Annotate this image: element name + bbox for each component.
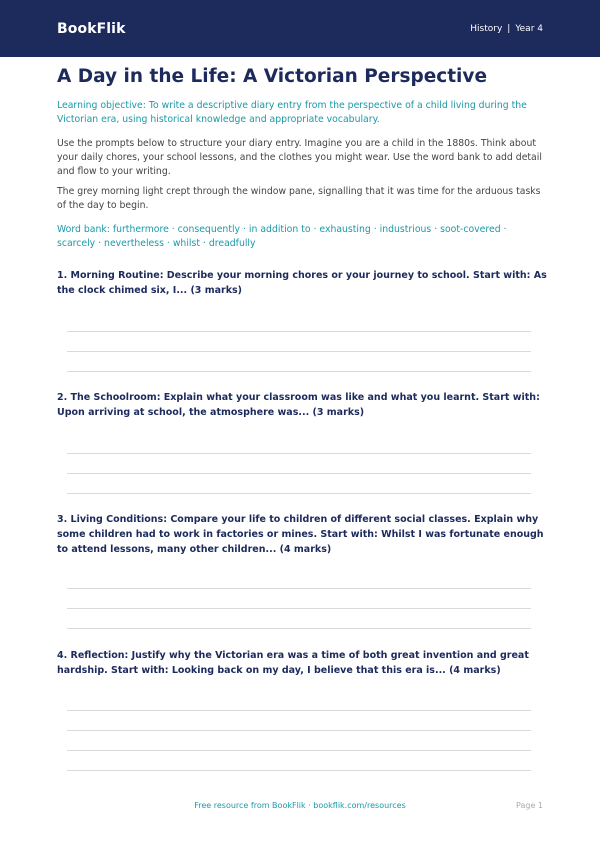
answer-line[interactable] [67, 371, 531, 372]
answer-line[interactable] [67, 770, 531, 771]
question-4: 4. Reflection: Justify why the Victorian era was a time of both great invention and great hardship. Start with: Looking back on my day, I believe that this era is... (4 marks) [57, 650, 529, 676]
page-number: Page 1 [516, 801, 543, 810]
answer-line[interactable] [67, 351, 531, 352]
answer-line[interactable] [67, 710, 531, 711]
opening-sentence: The grey morning light crept through the window pane, signalling that it was time for the arduous tasks of the day to begin. [57, 186, 541, 211]
page-header [0, 0, 600, 57]
subject-label [470, 24, 543, 34]
instructions: Use the prompts below to structure your diary entry. Imagine you are a child in the 1880s. Think about your daily chores, your school lessons, and the clothes you might wear. Use the word bank to add detail and flow to your writing. [57, 138, 542, 177]
year-label: Year 4 [515, 23, 543, 34]
answer-line[interactable] [67, 730, 531, 731]
question-2: 2. The Schoolroom: Explain what your classroom was like and what you learnt. Start with: Upon arriving at school, the atmosphere was... (3 marks) [57, 392, 540, 418]
subject-separator: | [507, 23, 511, 34]
footer-text[interactable]: Free resource from BookFlik · bookflik.com/resources [194, 801, 406, 810]
brand-logo[interactable]: BookFlik [57, 20, 126, 37]
answer-line[interactable] [67, 608, 531, 609]
answer-line[interactable] [67, 331, 531, 332]
answer-line[interactable] [67, 628, 531, 629]
question-1: 1. Morning Routine: Describe your morning chores or your journey to school. Start with: As the clock chimed six, I... (3 marks) [57, 270, 547, 296]
answer-line[interactable] [67, 750, 531, 751]
answer-line[interactable] [67, 473, 531, 474]
page-title: A Day in the Life: A Victorian Perspective [57, 66, 488, 87]
subject-name: History [470, 23, 503, 34]
answer-line[interactable] [67, 493, 531, 494]
answer-line[interactable] [67, 588, 531, 589]
learning-objective: Learning objective: To write a descriptive diary entry from the perspective of a child living during the Victorian era, using historical knowledge and appropriate vocabulary. [57, 100, 527, 125]
question-3: 3. Living Conditions: Compare your life to children of different social classes. Explain why some children had to work in factories or mines. Start with: Whilst I was fortunate enough to attend lessons, many other children... (4 marks) [57, 514, 544, 555]
word-bank: Word bank: furthermore · consequently · in addition to · exhausting · industrious · soot-covered · scarcely · nevertheless · whilst · dreadfully [57, 224, 507, 249]
answer-line[interactable] [67, 453, 531, 454]
